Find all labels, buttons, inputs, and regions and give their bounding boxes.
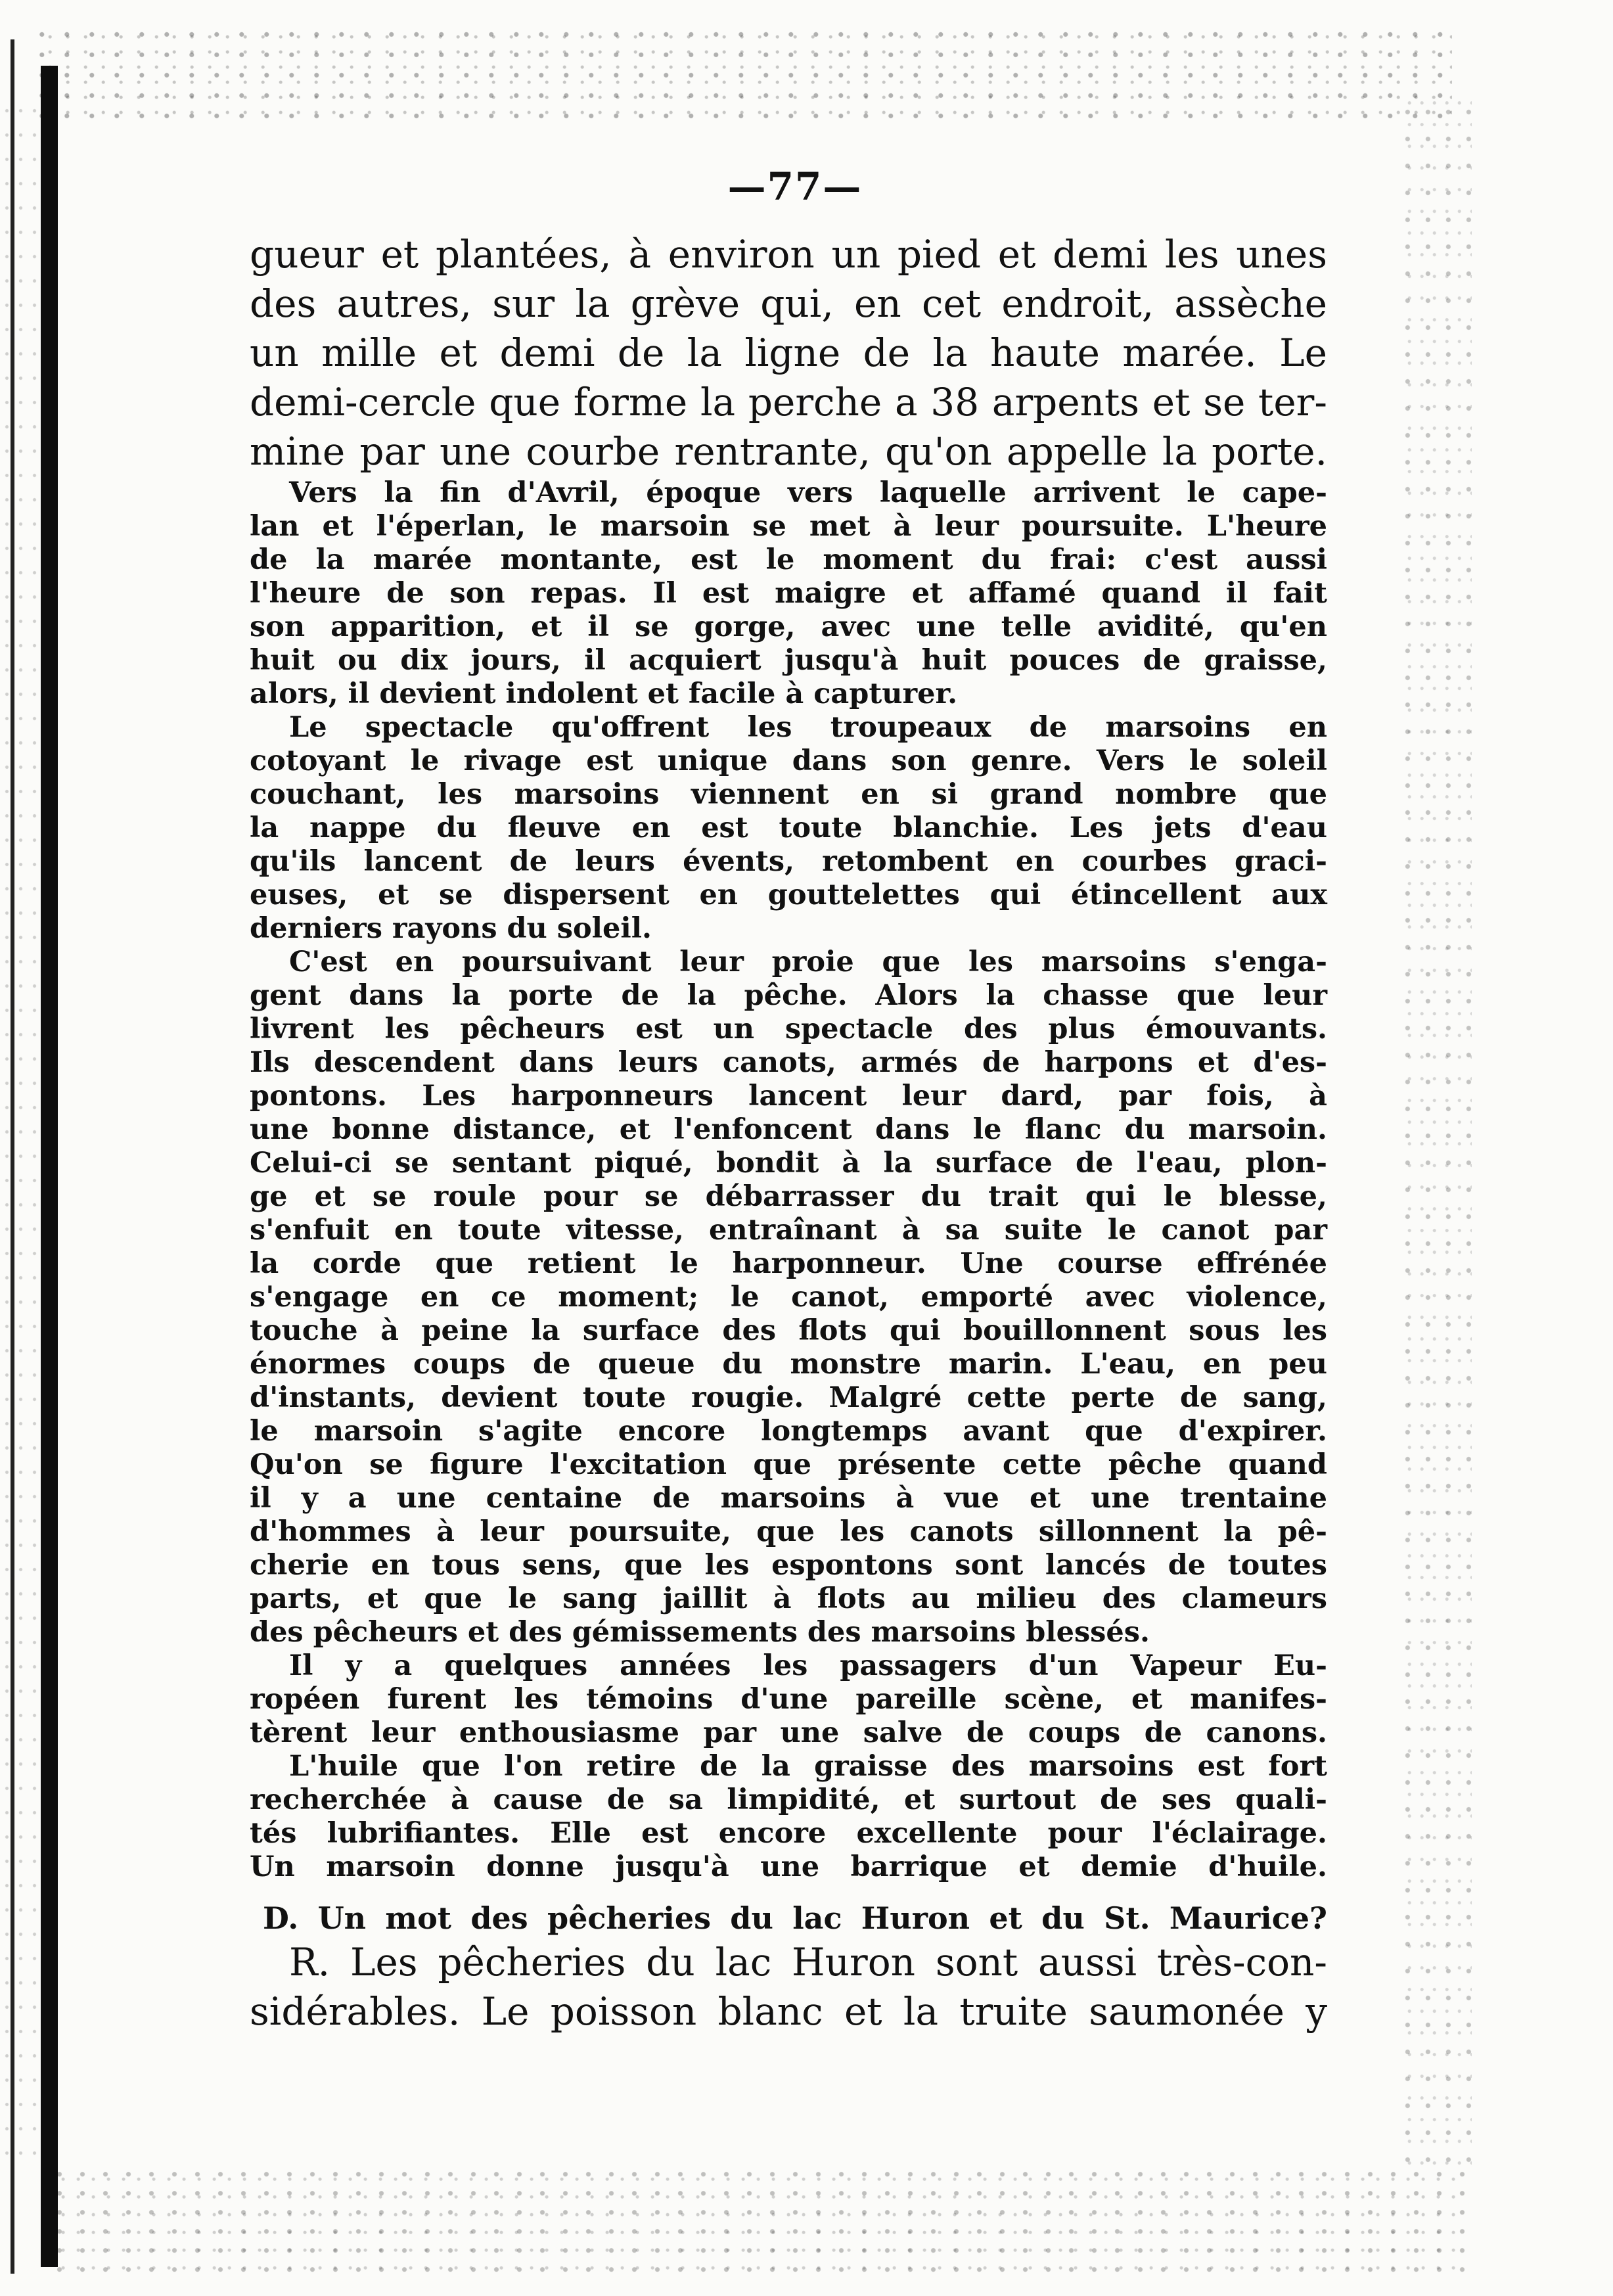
answer-paragraph <box>250 1938 1327 2036</box>
text-line: demi-cercle que forme la perche a 38 arpents et se ter- <box>250 380 1327 425</box>
text-line: gent dans la porte de la pêche. Alors la chasse que leur <box>250 979 1327 1012</box>
text-line: cherie en tous sens, que les espontons sont lancés de toutes <box>250 1549 1327 1582</box>
text-line: d'instants, devient toute rougie. Malgré cette perte de sang, <box>250 1381 1327 1414</box>
text-line: des autres, sur la grève qui, en cet endroit, assèche <box>250 281 1327 326</box>
text-line: alors, il devient indolent et facile à capturer. <box>250 677 958 710</box>
text-line: pontons. Les harponneurs lancent leur dard, par fois, à <box>250 1080 1327 1113</box>
text-line: l'heure de son repas. Il est maigre et affamé quand il fait <box>250 577 1327 610</box>
text-line: cotoyant le rivage est unique dans son genre. Vers le soleil <box>250 745 1327 777</box>
text-line: ge et se roule pour se débarrasser du trait qui le blesse, <box>250 1180 1327 1213</box>
page-number: —77— <box>727 164 863 209</box>
question-text: D. Un mot des pêcheries du lac Huron et du St. Maurice? <box>263 1900 1327 1936</box>
scan-noise-top <box>39 26 1452 125</box>
text-line: Il y a quelques années les passagers d'un Vapeur Eu- <box>289 1649 1327 1682</box>
text-line: tèrent leur enthousiasme par une salve de coups de canons. <box>250 1716 1327 1749</box>
paragraph-4 <box>250 946 1327 1649</box>
binding-edge <box>41 66 58 2267</box>
paragraph-2 <box>250 476 1327 711</box>
text-line: huit ou dix jours, il acquiert jusqu'à huit pouces de graisse, <box>250 644 1327 677</box>
paragraph-6 <box>250 1750 1327 1884</box>
text-line: Celui-ci se sentant piqué, bondit à la surface de l'eau, plon- <box>250 1147 1327 1180</box>
text-line: le marsoin s'agite encore longtemps avant que d'expirer. <box>250 1415 1327 1448</box>
text-line: C'est en poursuivant leur proie que les marsoins s'enga- <box>289 946 1327 978</box>
question-line <box>250 1898 1327 1938</box>
text-line: qu'ils lancent de leurs évents, retombent en courbes graci- <box>250 845 1327 878</box>
text-line: Un marsoin donne jusqu'à une barrique et demie d'huile. <box>250 1850 1327 1883</box>
text-line: Vers la fin d'Avril, époque vers laquelle arrivent le cape- <box>289 476 1327 509</box>
text-line: Qu'on se figure l'excitation que présente cette pêche quand <box>250 1448 1327 1481</box>
text-line: un mille et demi de la ligne de la haute marée. Le <box>250 331 1327 375</box>
text-line: touche à peine la surface des flots qui bouillonnent sous les <box>250 1314 1327 1347</box>
text-line: la corde que retient le harponneur. Une course effrénée <box>250 1247 1327 1280</box>
text-line: des pêcheurs et des gémissements des marsoins blessés. <box>250 1616 1150 1649</box>
paragraph-3 <box>250 711 1327 946</box>
text-line: son apparition, et il se gorge, avec une telle avidité, qu'en <box>250 610 1327 643</box>
text-line: euses, et se dispersent en gouttelettes qui étincellent aux <box>250 879 1327 911</box>
text-line: s'enfuit en toute vitesse, entraînant à sa suite le canot par <box>250 1214 1327 1247</box>
text-line: R. Les pêcheries du lac Huron sont aussi très-con- <box>289 1940 1327 1985</box>
text-line: L'huile que l'on retire de la graisse des marsoins est fort <box>289 1750 1327 1783</box>
text-line: recherchée à cause de sa limpidité, et surtout de ses quali- <box>250 1783 1327 1816</box>
text-line: livrent les pêcheurs est un spectacle des plus émouvants. <box>250 1013 1327 1045</box>
text-line: la nappe du fleuve en est toute blanchie. Les jets d'eau <box>250 812 1327 844</box>
text-line: sidérables. Le poisson blanc et la truite saumonée y <box>250 1989 1327 2034</box>
text-line: parts, et que le sang jaillit à flots au milieu des clameurs <box>250 1582 1327 1615</box>
text-line: Le spectacle qu'offrent les troupeaux de marsoins en <box>289 711 1327 744</box>
spacer <box>250 1884 1327 1898</box>
text-line: couchant, les marsoins viennent en si grand nombre que <box>250 778 1327 811</box>
text-line: Ils descendent dans leurs canots, armés de harpons et d'es- <box>250 1046 1327 1079</box>
binding-edge-thin <box>11 39 14 2274</box>
text-line: ropéen furent les témoins d'une pareille scène, et manifes- <box>250 1683 1327 1716</box>
text-line: gueur et plantées, à environ un pied et demi les unes <box>250 232 1327 277</box>
paragraph-1 <box>250 230 1327 476</box>
paragraph-5 <box>250 1649 1327 1750</box>
text-line: de la marée montante, est le moment du frai: c'est aussi <box>250 543 1327 576</box>
text-line: une bonne distance, et l'enfoncent dans le flanc du marsoin. <box>250 1113 1327 1146</box>
body-text <box>250 230 1327 2036</box>
text-line: d'hommes à leur poursuite, que les canots sillonnent la pê- <box>250 1515 1327 1548</box>
text-line: derniers rayons du soleil. <box>250 912 652 945</box>
scan-noise-right <box>1399 99 1472 2169</box>
text-line: tés lubrifiantes. Elle est encore excellente pour l'éclairage. <box>250 1817 1327 1850</box>
scan-noise-bottom <box>53 2169 1465 2280</box>
scan-noise-left <box>0 99 46 2169</box>
text-line: lan et l'éperlan, le marsoin se met à leur poursuite. L'heure <box>250 510 1327 543</box>
text-line: énormes coups de queue du monstre marin. L'eau, en peu <box>250 1348 1327 1381</box>
text-line: il y a une centaine de marsoins à vue et une trentaine <box>250 1482 1327 1515</box>
text-line: s'engage en ce moment; le canot, emporté avec violence, <box>250 1281 1327 1314</box>
text-line: mine par une courbe rentrante, qu'on appelle la porte. <box>250 429 1327 474</box>
